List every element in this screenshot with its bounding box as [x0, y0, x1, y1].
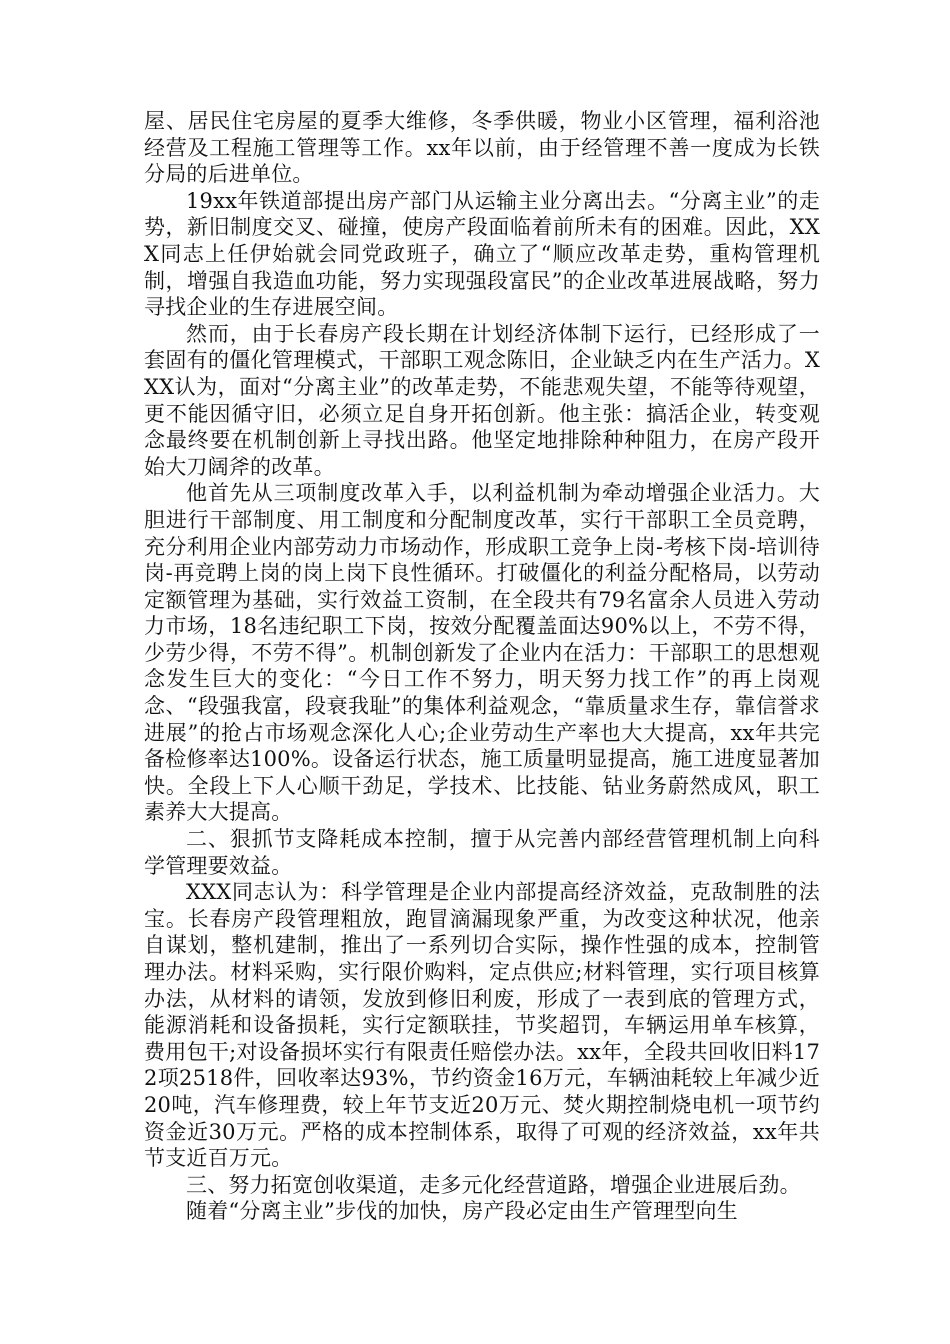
- section-heading-diversified-business: 三、努力拓宽创收渠道，走多元化经营道路，增强企业进展后劲。: [186, 1172, 801, 1197]
- paragraph-trailing: 随着“分离主业”步伐的加快，房产段必定由生产管理型向生: [186, 1199, 738, 1224]
- section-heading-cost-control: 二、狠抓节支降耗成本控制，擅于从完善内部经营管理机制上向科学管理要效益。: [144, 827, 820, 878]
- paragraph-continued-intro: 屋、居民住宅房屋的夏季大维修，冬季供暖，物业小区管理，福利浴池经营及工程施工管理等工作。xx年以前，由于经管理不善一度成为长铁分局的后进单位。: [144, 109, 820, 187]
- paragraph-separation-reform: 19xx年铁道部提出房产部门从运输主业分离出去。“分离主业”的走势，新旧制度交叉、碰撞，使房产段面临着前所未有的困难。因此，XXX同志上任伊始就会同党政班子，确立了“顺应改革走势，重构管理机制，增强自我造血功能，努力实现强段富民”的企业改革进展战略，努力寻找企业的生存进展空间。: [144, 188, 820, 320]
- paragraph-three-systems-reform: 他首先从三项制度改革入手，以利益机制为牵动增强企业活力。大胆进行干部制度、用工制度和分配制度改革，实行干部职工全员竞聘，充分利用企业内部劳动力市场动作，形成职工竞争上岗-考核下岗-培训待岗-再竞聘上岗的岗上岗下良性循环。打破僵化的利益分配格局，以劳动定额管理为基础，实行效益工资制，在全段共有79名富余人员进入劳动力市场，18名违纪职工下岗，按效分配覆盖面达90%以上，不劳不得，少劳少得，不劳不得”。机制创新发了企业内在活力：干部职工的思想观念发生巨大的变化：“今日工作不努力，明天努力找工作”的再上岗观念、“段强我富，段衰我耻”的集体利益观念，“靠质量求生存，靠信誉求进展”的抢占市场观念深化人心;企业劳动生产率也大大提高，xx年共完备检修率达100%。设备运行状态，施工质量明显提高，施工进度显著加快。全段上下人心顺干劲足，学技术、比技能、钻业务蔚然成风，职工素养大大提高。: [144, 481, 820, 825]
- paragraph-scientific-management: XXX同志认为：科学管理是企业内部提高经济效益，克敌制胜的法宝。长春房产段管理粗放，跑冒滴漏现象严重，为改变这种状况，他亲自谋划，整机建制，推出了一系列切合实际，操作性强的成本，控制管理办法。材料采购，实行限价购料，定点供应;材料管理，实行项目核算办法，从材料的请领，发放到修旧利废，形成了一表到底的管理方式，能源消耗和设备损耗，实行定额联挂，节奖超罚，车辆运用单车核算，费用包干;对设备损坏实行有限责任赔偿办法。xx年，全段共回收旧料172项2518件，回收率达93%，节约资金16万元，车辆油耗较上年减少近20吨，汽车修理费，较上年节支近20万元、焚火期控制烧电机一项节约资金近30万元。严格的成本控制体系，取得了可观的经济效益，xx年共节支近百万元。: [144, 880, 820, 1171]
- document-body: [144, 108, 820, 1225]
- paragraph-management-mode: 然而，由于长春房产段长期在计划经济体制下运行，已经形成了一套固有的僵化管理模式，干部职工观念陈旧，企业缺乏内在生产活力。XXX认为，面对“分离主业”的改革走势，不能悲观失望，不能等待观望，更不能因循守旧，必须立足自身开拓创新。他主张：搞活企业，转变观念最终要在机制创新上寻找出路。他坚定地排除种种阻力，在房产段开始大刀阔斧的改革。: [144, 321, 820, 479]
